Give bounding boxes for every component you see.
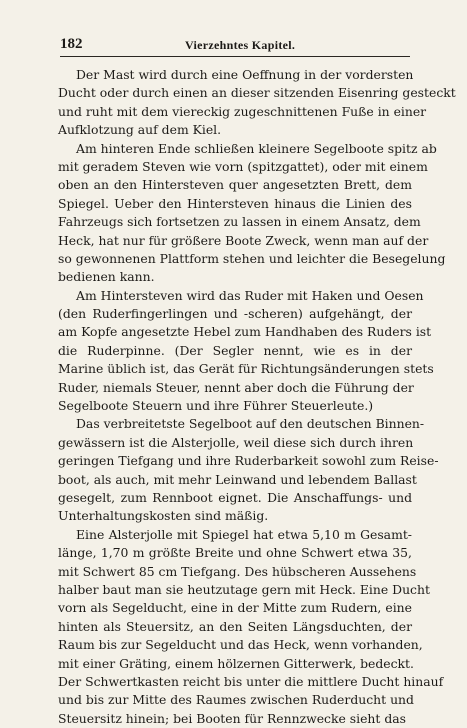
text-line: halber baut man sie heutzutage gern mit Heck. Eine Ducht <box>58 581 430 597</box>
text-line: gesegelt, zum Rennboot eignet. Die Anschaffungs- und <box>58 489 412 505</box>
text-line: Unterhaltungskosten sind mäßig. <box>58 508 269 524</box>
text-line: vorn als Segelducht, eine in der Mitte zum Rudern, eine <box>58 600 412 616</box>
text-line: bedienen kann. <box>58 269 155 285</box>
text-line: (den Ruderfingerlingen und -scheren) aufgehängt, der <box>58 306 412 322</box>
text-line: am Kopfe angesetzte Hebel zum Handhaben des Ruders ist <box>58 324 432 340</box>
text-line: Der Mast wird durch eine Oeffnung in der vordersten <box>76 67 414 82</box>
page-number: 182 <box>60 36 83 52</box>
text-line: boot, als auch, mit mehr Leinwand und lebendem Ballast <box>58 471 417 487</box>
text-line: gewässern ist die Alsterjolle, weil diese sich durch ihren <box>58 434 414 450</box>
text-line: und bis zur Mitte des Raumes zwischen Ruderducht und <box>58 692 414 708</box>
text-line: länge, 1,70 m größte Breite und ohne Schwert etwa 35, <box>58 545 412 561</box>
text-line: mit einer Gräting, einem hölzernen Gitterwerk, bedeckt. <box>58 655 414 671</box>
text-line: Am hinteren Ende schließen kleinere Segelboote spitz ab <box>76 140 437 156</box>
text-line: Das verbreitetste Segelboot auf den deutschen Binnen- <box>76 416 425 432</box>
text-line: mit geradem Steven wie vorn (spitzgattet), oder mit einem <box>58 158 428 174</box>
page-header <box>60 36 410 57</box>
text-line: so gewonnenen Plattform stehen und leichter die Besegelung <box>58 250 446 266</box>
text-line: oben an den Hintersteven quer angesetzten Brett, dem <box>58 177 412 193</box>
text-line: Marine üblich ist, das Gerät für Richtungsänderungen stets <box>58 361 434 377</box>
text-line: Heck, hat nur für größere Boote Zweck, wenn man auf der <box>58 232 429 248</box>
text-line: Am Hintersteven wird das Ruder mit Haken und Oesen <box>76 287 424 303</box>
text-line: geringen Tiefgang und ihre Ruderbarkeit sowohl zum Reise- <box>58 453 439 469</box>
text-line: Ruder, niemals Steuer, nennt aber doch die Führung der <box>58 379 414 395</box>
text-line: Spiegel. Ueber den Hintersteven hinaus die Linien des <box>58 195 412 211</box>
text-line: die Ruderpinne. (Der Segler nennt, wie es in der <box>58 342 412 358</box>
text-line: hinten als Steuersitz, an den Seiten Längsduchten, der <box>58 618 412 634</box>
text-line: Steuersitz hinein; bei Booten für Rennzwecke sieht das <box>58 710 407 726</box>
text-line: Aufklotzung auf dem Kiel. <box>58 122 222 138</box>
text-line: Ducht oder durch einen an dieser sitzenden Eisenring gesteckt <box>58 85 456 101</box>
body-text <box>58 66 456 728</box>
text-line: Fahrzeugs sich fortsetzen zu lassen in einem Ansatz, dem <box>58 214 421 230</box>
text-line: Eine Alsterjolle mit Spiegel hat etwa 5,10 m Gesamt- <box>76 526 412 542</box>
text-line: mit Schwert 85 cm Tiefgang. Des hübscheren Aussehens <box>58 563 417 579</box>
running-head: Vierzehntes Kapitel. <box>185 38 296 52</box>
text-line: Raum bis zur Segelducht und das Heck, wenn vorhanden, <box>58 637 423 653</box>
text-line: Der Schwertkasten reicht bis unter die mittlere Ducht hinauf <box>58 673 444 689</box>
text-line: und ruht mit dem viereckig zugeschnittenen Fuße in einer <box>58 103 427 119</box>
text-line: Segelboote Steuern und ihre Führer Steuerleute.) <box>58 398 374 414</box>
